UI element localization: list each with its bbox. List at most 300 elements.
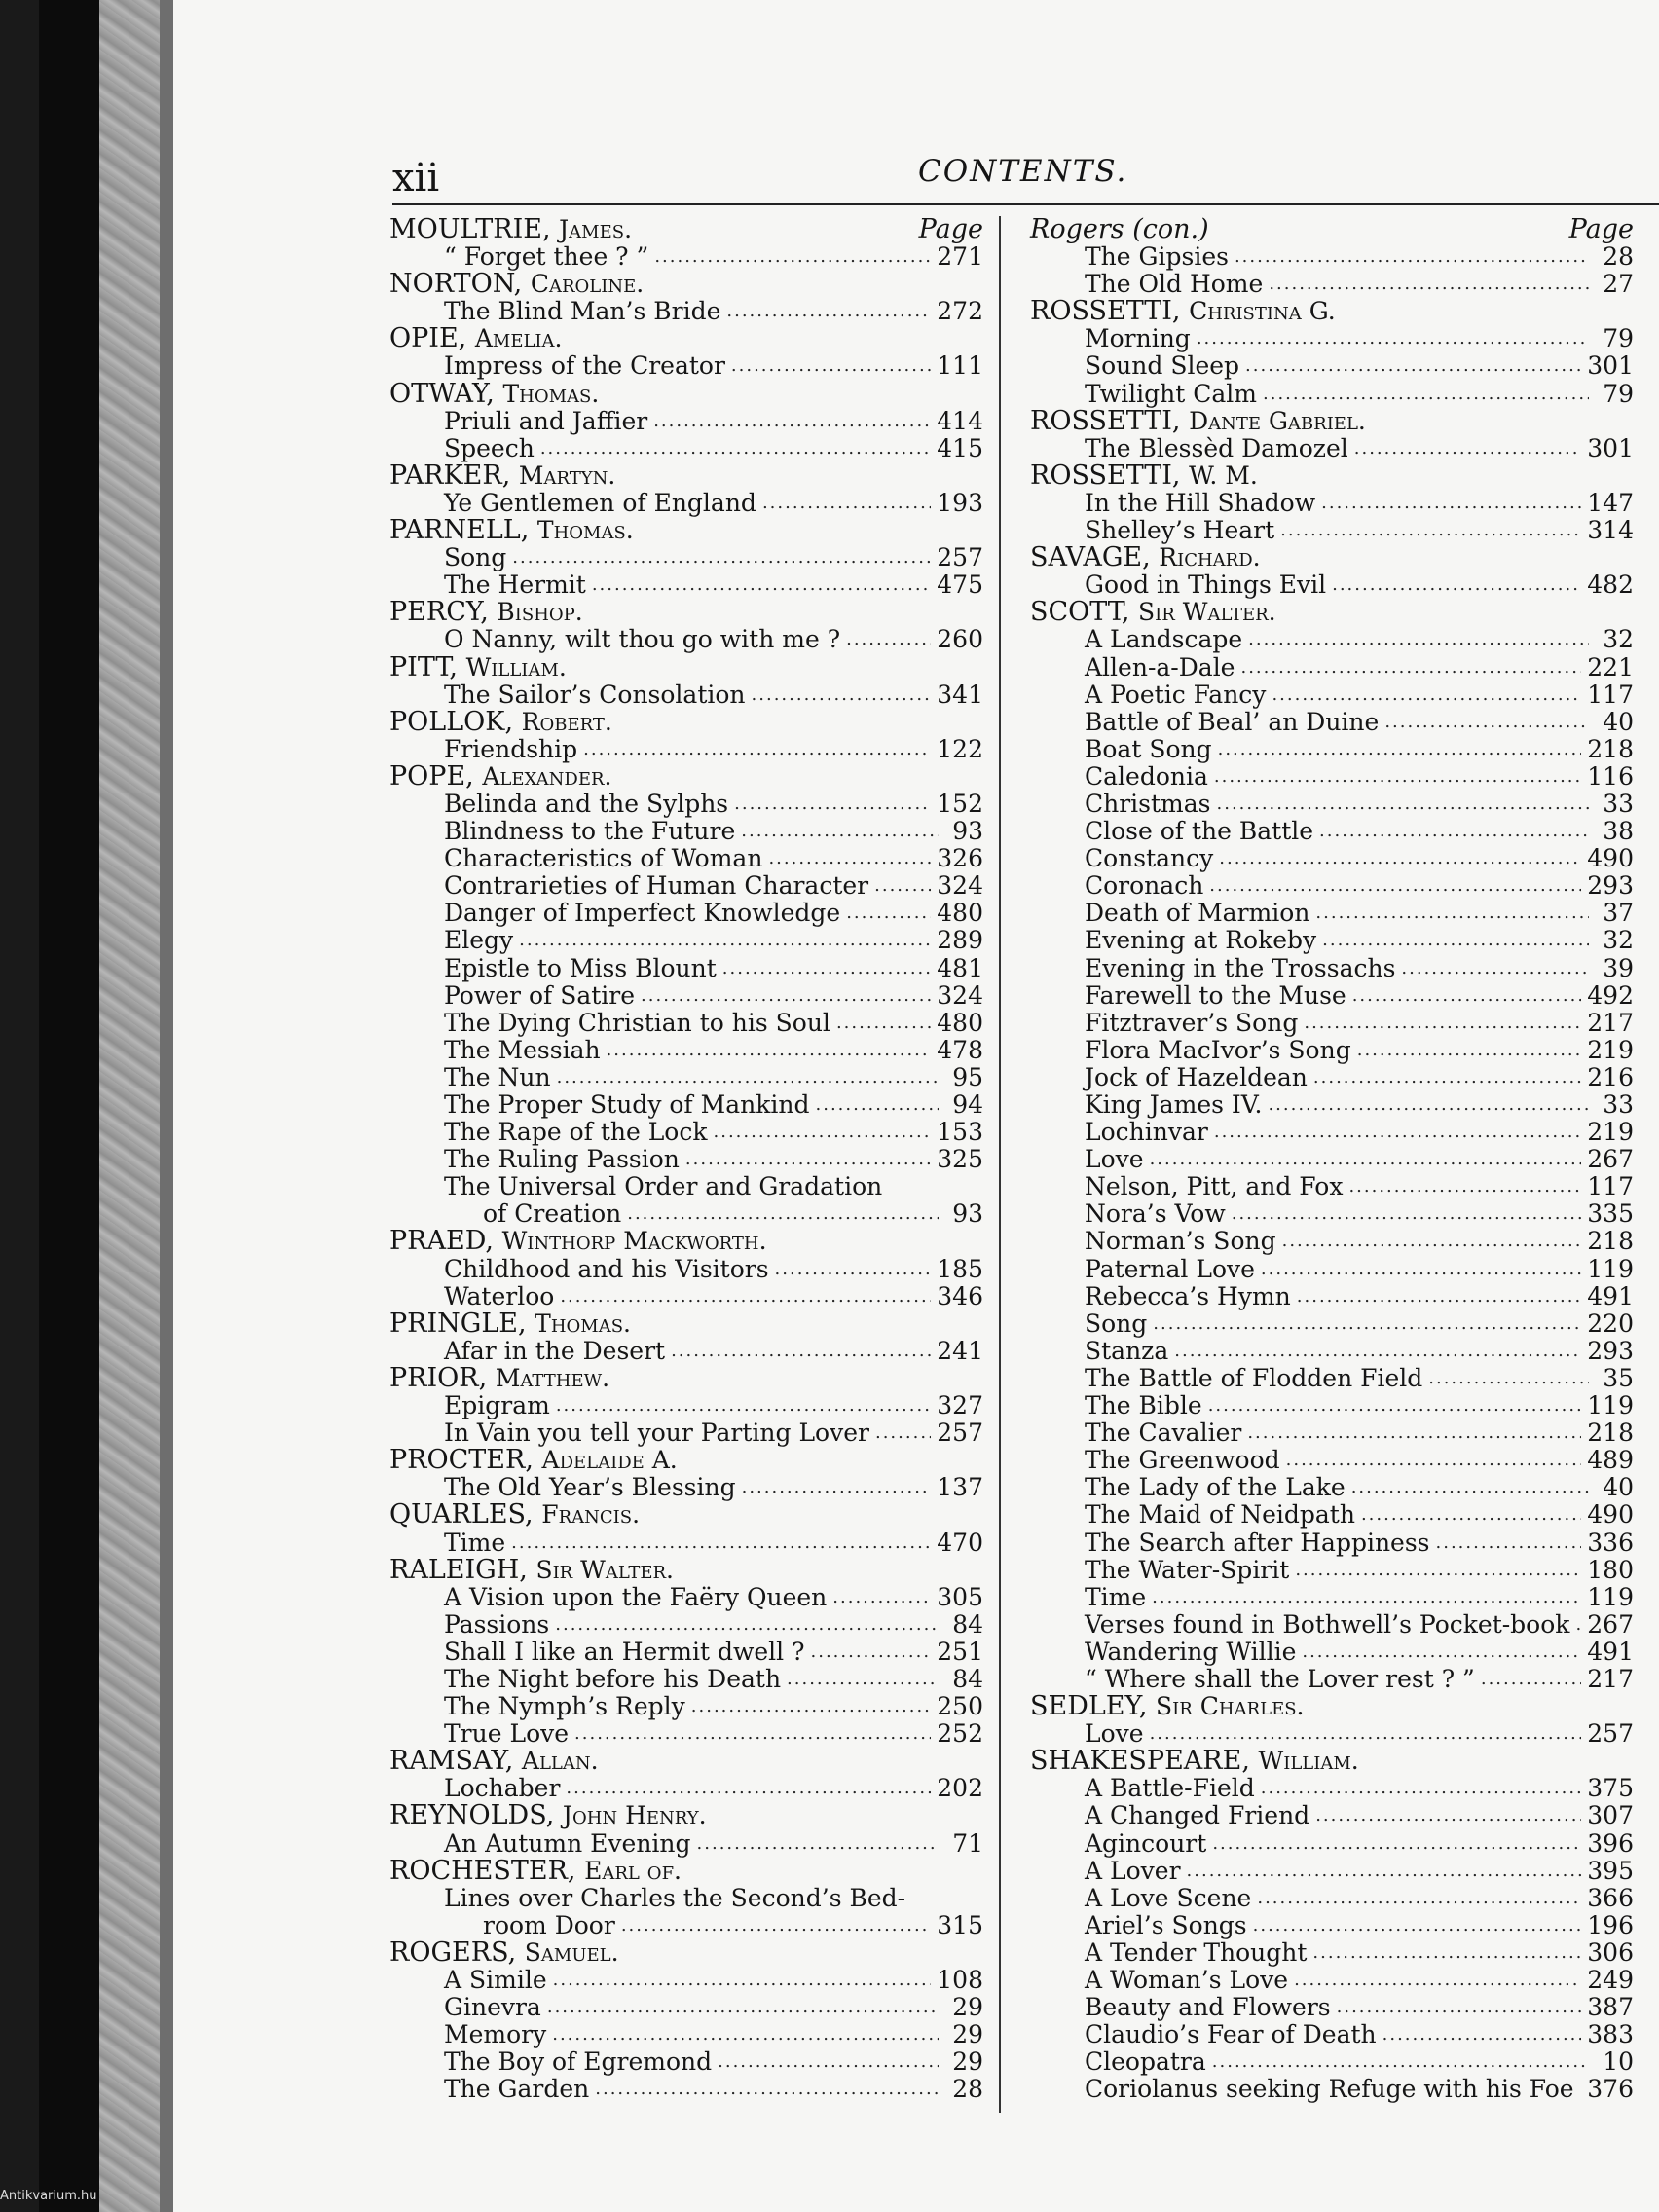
dot-leader xyxy=(1428,1362,1589,1392)
poem-title: Sound Sleep xyxy=(1085,351,1240,381)
poem-entry xyxy=(389,2048,983,2076)
poem-entry xyxy=(1030,1885,1634,1912)
page-ref: 272 xyxy=(937,297,983,326)
poem-entry xyxy=(389,2076,983,2103)
poem-title: The Nymph’s Reply xyxy=(444,1692,685,1721)
dot-leader xyxy=(846,623,931,653)
dot-leader xyxy=(697,1827,939,1858)
dot-leader xyxy=(566,1772,931,1802)
page-column-label: Page xyxy=(918,214,983,244)
author-given-name: John Henry. xyxy=(562,1801,707,1830)
page-ref: 153 xyxy=(937,1118,983,1147)
poem-entry xyxy=(1030,1119,1634,1146)
author-surname: PRAED, xyxy=(389,1226,494,1257)
dot-leader xyxy=(714,1116,932,1146)
page-ref: 257 xyxy=(1587,1719,1634,1749)
poem-title: Passions xyxy=(444,1609,550,1639)
page-ref: 267 xyxy=(1587,1145,1634,1174)
poem-entry xyxy=(1030,982,1634,1010)
dot-leader xyxy=(1212,1827,1581,1858)
page-ref: 10 xyxy=(1603,2047,1634,2077)
dot-leader xyxy=(775,1253,932,1283)
author-heading xyxy=(389,216,983,243)
page-ref: 29 xyxy=(952,2020,983,2049)
poem-title: The Water-Spirit xyxy=(1085,1555,1290,1584)
poem-title: A Changed Friend xyxy=(1085,1801,1310,1830)
poem-title: The Nun xyxy=(444,1062,551,1091)
page-ref: 470 xyxy=(937,1528,983,1557)
page-ref: 218 xyxy=(1587,1227,1634,1256)
author-surname: ROSSETTI, xyxy=(1030,296,1181,327)
dot-leader xyxy=(574,1717,931,1748)
poem-entry xyxy=(389,1037,983,1064)
dot-leader xyxy=(832,1581,931,1611)
page-ref: 327 xyxy=(937,1391,983,1420)
dot-leader xyxy=(607,1034,932,1064)
dot-leader xyxy=(621,1909,931,1939)
author-heading xyxy=(389,325,983,352)
poem-title: Song xyxy=(444,543,507,572)
poem-title: Danger of Imperfect Knowledge xyxy=(444,899,841,928)
poem-entry xyxy=(1030,736,1634,763)
page-ref: 241 xyxy=(937,1336,983,1365)
poem-entry xyxy=(389,1119,983,1146)
author-heading xyxy=(1030,599,1634,626)
poem-title: The Gipsies xyxy=(1085,242,1229,272)
poem-title: Evening in the Trossachs xyxy=(1085,953,1396,982)
poem-entry xyxy=(1030,763,1634,791)
author-surname: PRINGLE, xyxy=(389,1308,527,1339)
author-surname: SEDLEY, xyxy=(1030,1691,1148,1722)
page-ref: 305 xyxy=(937,1582,983,1611)
dot-leader xyxy=(734,788,931,818)
page-ref: 481 xyxy=(937,953,983,982)
poem-title: Shelley’s Heart xyxy=(1085,516,1275,545)
author-heading xyxy=(389,760,983,792)
poem-entry xyxy=(389,1885,983,1912)
poem-title: The Greenwood xyxy=(1085,1446,1280,1475)
author-heading xyxy=(1030,1693,1634,1720)
author-heading xyxy=(389,1855,983,1886)
page-ref: 117 xyxy=(1587,1172,1634,1201)
poem-entry xyxy=(389,982,983,1010)
poem-title: A Woman’s Love xyxy=(1085,1966,1289,1994)
dot-leader xyxy=(722,952,932,982)
dot-leader xyxy=(1282,1225,1582,1255)
poem-title: A Vision upon the Faëry Queen xyxy=(444,1582,828,1611)
page-ref: 116 xyxy=(1587,761,1634,791)
poem-entry xyxy=(389,791,983,818)
poem-title: A Battle-Field xyxy=(1085,1774,1255,1803)
page-ref: 40 xyxy=(1603,707,1634,736)
poem-title: King James IV. xyxy=(1085,1090,1263,1119)
author-heading xyxy=(389,1362,983,1393)
page-ref: 366 xyxy=(1587,1883,1634,1912)
dot-leader xyxy=(547,1991,939,2021)
poem-entry xyxy=(1030,626,1634,653)
dot-leader xyxy=(1219,842,1581,872)
poem-entry xyxy=(389,1091,983,1119)
page-ref: 301 xyxy=(1587,351,1634,381)
poem-title: Stanza xyxy=(1085,1336,1169,1365)
page-ref: 221 xyxy=(1587,652,1634,682)
page-ref: 289 xyxy=(937,926,983,955)
page-ref: 260 xyxy=(937,625,983,654)
poem-entry xyxy=(389,490,983,517)
page-ref: 252 xyxy=(937,1719,983,1749)
dot-leader xyxy=(1332,569,1581,599)
poem-entry xyxy=(389,626,983,653)
page-ref: 375 xyxy=(1587,1774,1634,1803)
dot-leader xyxy=(1261,1772,1582,1802)
poem-entry xyxy=(1030,927,1634,954)
author-given-name: Bishop. xyxy=(497,598,583,627)
page-ref: 152 xyxy=(937,789,983,818)
poem-title: “ Forget thee ? ” xyxy=(444,242,649,272)
poem-title: Nelson, Pitt, and Fox xyxy=(1085,1172,1344,1201)
poem-title: The Maid of Neidpath xyxy=(1085,1500,1355,1530)
author-heading xyxy=(389,1554,983,1585)
page-ref: 193 xyxy=(937,488,983,517)
poem-entry xyxy=(389,872,983,900)
page-ref: 306 xyxy=(1587,1937,1634,1967)
page-ref: 490 xyxy=(1587,1500,1634,1530)
dot-leader xyxy=(1294,1964,1581,1994)
author-surname: SCOTT, xyxy=(1030,597,1130,628)
poem-entry xyxy=(389,352,983,380)
poem-entry xyxy=(1030,1256,1634,1283)
page-ref: 219 xyxy=(1587,1035,1634,1064)
poem-entry xyxy=(389,2021,983,2048)
poem-title: Love xyxy=(1085,1719,1144,1749)
poem-entry xyxy=(1030,2076,1634,2103)
page-ref: 33 xyxy=(1603,789,1634,818)
poem-entry xyxy=(1030,325,1634,352)
poem-title: The Rape of the Lock xyxy=(444,1118,708,1147)
poem-entry xyxy=(389,1967,983,1994)
author-given-name: Richard. xyxy=(1159,543,1261,572)
poem-entry xyxy=(389,1639,983,1666)
poem-entry xyxy=(389,544,983,571)
page-ref: 35 xyxy=(1603,1363,1634,1392)
poem-entry xyxy=(389,571,983,599)
poem-entry xyxy=(1030,872,1634,900)
poem-title: Farewell to the Muse xyxy=(1085,980,1346,1010)
dot-leader xyxy=(595,2073,939,2103)
poem-title: A Tender Thought xyxy=(1085,1937,1308,1967)
poem-entry xyxy=(389,435,983,462)
poem-title: The Search after Happiness xyxy=(1085,1528,1430,1557)
dot-leader xyxy=(1245,350,1581,380)
poem-entry xyxy=(389,298,983,325)
dot-leader xyxy=(875,1417,931,1447)
author-heading xyxy=(389,271,983,298)
dot-leader xyxy=(1280,514,1581,544)
author-given-name: Adelaide A. xyxy=(541,1446,678,1475)
page-number: xii xyxy=(392,156,440,201)
author-surname: SAVAGE, xyxy=(1030,542,1151,573)
dot-leader xyxy=(1481,1663,1581,1693)
dot-leader xyxy=(671,1335,931,1365)
poem-title: Characteristics of Woman xyxy=(444,844,763,873)
poem-title: Constancy xyxy=(1085,844,1214,873)
page-ref: 257 xyxy=(937,1419,983,1448)
author-surname: PARKER, xyxy=(389,460,511,491)
page-ref: 257 xyxy=(937,543,983,572)
dot-leader xyxy=(560,1280,931,1310)
page-ref: 249 xyxy=(1587,1966,1634,1994)
dot-leader xyxy=(1272,679,1581,709)
page-ref: 376 xyxy=(1587,2075,1634,2104)
page-ref: 137 xyxy=(937,1473,983,1502)
poem-entry xyxy=(1030,1310,1634,1338)
dot-leader xyxy=(1152,1581,1581,1611)
dot-leader xyxy=(768,842,931,872)
dot-leader xyxy=(1240,651,1581,682)
poem-entry xyxy=(1030,1858,1634,1885)
poem-title: Childhood and his Visitors xyxy=(444,1254,769,1283)
poem-title: Wandering Willie xyxy=(1085,1637,1297,1666)
page-ref: 482 xyxy=(1587,571,1634,600)
author-surname: RAMSAY, xyxy=(389,1746,514,1777)
page-ref: 478 xyxy=(937,1035,983,1064)
dot-leader xyxy=(1361,1498,1581,1529)
poem-title: Allen-a-Dale xyxy=(1085,652,1235,682)
poem-title: Power of Satire xyxy=(444,980,636,1010)
dot-leader xyxy=(654,240,931,271)
header-rule xyxy=(392,203,1659,205)
author-surname: PERCY, xyxy=(389,597,489,628)
page-ref: 95 xyxy=(952,1062,983,1091)
poem-entry xyxy=(1030,271,1634,298)
page-ref: 219 xyxy=(1587,1118,1634,1147)
poem-title: Waterloo xyxy=(444,1281,555,1310)
page-ref: 415 xyxy=(937,433,983,462)
author-heading xyxy=(1030,405,1634,436)
poem-title: The Cavalier xyxy=(1085,1419,1242,1448)
book-binding xyxy=(39,0,99,2212)
author-heading xyxy=(389,1228,983,1255)
dot-leader xyxy=(691,1690,931,1720)
dot-leader xyxy=(1197,322,1589,352)
author-heading xyxy=(1030,544,1634,571)
author-given-name: Earl of. xyxy=(584,1856,682,1885)
dot-leader xyxy=(519,924,931,954)
poem-title: Norman’s Song xyxy=(1085,1227,1276,1256)
page-ref: 307 xyxy=(1587,1801,1634,1830)
dot-leader xyxy=(1295,1554,1581,1584)
poem-entry xyxy=(1030,2048,1634,2076)
dot-leader xyxy=(1384,706,1589,736)
poem-entry xyxy=(389,1256,983,1283)
poem-entry xyxy=(389,1419,983,1447)
author-surname: OTWAY, xyxy=(389,378,495,409)
poem-entry xyxy=(389,845,983,872)
poem-entry xyxy=(389,955,983,982)
dot-leader xyxy=(1352,979,1582,1010)
page-ref: 480 xyxy=(937,1008,983,1037)
poem-entry xyxy=(1030,955,1634,982)
dot-leader xyxy=(1319,815,1589,845)
dot-leader xyxy=(1313,1061,1581,1091)
page-ref: 119 xyxy=(1587,1254,1634,1283)
poem-title: In Vain you tell your Parting Lover xyxy=(444,1419,869,1448)
page-ref: 326 xyxy=(937,844,983,873)
poem-entry xyxy=(389,1283,983,1310)
author-surname: MOULTRIE, xyxy=(389,214,551,244)
poem-title: The Lady of the Lake xyxy=(1085,1473,1346,1502)
poem-entry xyxy=(389,1474,983,1501)
entry-continuation xyxy=(389,1200,983,1228)
poem-entry xyxy=(389,1064,983,1091)
poem-entry xyxy=(1030,1392,1634,1419)
dot-leader xyxy=(1208,1389,1582,1419)
page-ref: 335 xyxy=(1587,1199,1634,1229)
poem-entry xyxy=(389,1010,983,1037)
poem-title: Rebecca’s Hymn xyxy=(1085,1281,1291,1310)
dot-leader xyxy=(1150,1717,1582,1748)
page-ref: 315 xyxy=(937,1910,983,1939)
page-ref: 336 xyxy=(1587,1528,1634,1557)
poem-title: Death of Marmion xyxy=(1085,899,1310,928)
poem-title: Nora’s Vow xyxy=(1085,1199,1226,1229)
poem-title: The Dying Christian to his Soul xyxy=(444,1008,830,1037)
poem-title: O Nanny, wilt thou go with me ? xyxy=(444,625,841,654)
poem-title: room Door xyxy=(483,1910,615,1939)
poem-title: Elegy xyxy=(444,926,514,955)
page-ref: 27 xyxy=(1603,270,1634,299)
dot-leader xyxy=(726,295,931,325)
poem-title: of Creation xyxy=(483,1199,622,1229)
dot-leader xyxy=(556,1389,931,1419)
poem-entry xyxy=(1030,1994,1634,2021)
poem-title: Cleopatra xyxy=(1085,2047,1206,2077)
author-surname: ROCHESTER, xyxy=(389,1855,576,1886)
author-given-name: Matthew. xyxy=(495,1363,610,1392)
dot-leader xyxy=(641,979,931,1010)
author-surname: ROGERS, xyxy=(389,1936,517,1968)
poem-entry xyxy=(1030,352,1634,380)
author-heading xyxy=(389,599,983,626)
poem-title: An Autumn Evening xyxy=(444,1828,691,1858)
author-given-name: Thomas. xyxy=(535,1309,632,1338)
author-heading xyxy=(389,1802,983,1829)
poem-title: The Sailor’s Consolation xyxy=(444,680,746,709)
poem-title: Morning xyxy=(1085,324,1191,353)
poem-entry xyxy=(1030,1419,1634,1447)
author-heading xyxy=(389,1748,983,1775)
author-given-name: W. M. xyxy=(1189,461,1258,490)
poem-title: Close of the Battle xyxy=(1085,817,1314,846)
dot-leader xyxy=(874,869,931,900)
author-given-name: Thomas. xyxy=(536,516,634,545)
poem-title: Ye Gentlemen of England xyxy=(444,488,756,517)
author-surname: ROSSETTI, xyxy=(1030,405,1181,436)
poem-entry xyxy=(1030,900,1634,927)
poem-entry xyxy=(389,1994,983,2021)
page-ref: 395 xyxy=(1587,1856,1634,1885)
poem-entry xyxy=(1030,1967,1634,1994)
dot-leader xyxy=(1312,1936,1581,1967)
author-heading xyxy=(1030,298,1634,325)
poem-title: The Universal Order and Gradation xyxy=(444,1172,883,1201)
poem-entry xyxy=(1030,791,1634,818)
page-ref: 180 xyxy=(1587,1555,1634,1584)
poem-title: Coronach xyxy=(1085,871,1204,901)
poem-entry xyxy=(389,1392,983,1419)
page-ref: 147 xyxy=(1587,488,1634,517)
dot-leader xyxy=(741,815,939,845)
poem-title: In the Hill Shadow xyxy=(1085,488,1316,517)
page-ref: 314 xyxy=(1587,516,1634,545)
page-ref: 32 xyxy=(1603,625,1634,654)
poem-title: Song xyxy=(1085,1309,1148,1338)
author-continued-heading xyxy=(1030,216,1634,243)
page-ref: 396 xyxy=(1587,1828,1634,1858)
dot-leader xyxy=(762,487,931,517)
contents-page xyxy=(173,0,1659,2212)
author-surname: QUARLES, xyxy=(389,1499,534,1530)
author-given-name: Caroline. xyxy=(530,270,645,299)
poem-entry xyxy=(389,1830,983,1858)
author-heading xyxy=(389,1936,983,1968)
entry-continuation xyxy=(389,1912,983,1939)
author-given-name: Alexander. xyxy=(482,761,612,791)
poem-title: The Proper Study of Mankind xyxy=(444,1090,810,1119)
page-ref: 29 xyxy=(952,1993,983,2022)
poem-entry xyxy=(1030,1584,1634,1611)
page-ref: 218 xyxy=(1587,734,1634,763)
poem-title: Coriolanus seeking Refuge with his Foe xyxy=(1085,2075,1574,2104)
author-surname: NORTON, xyxy=(389,269,523,300)
poem-entry xyxy=(1030,243,1634,271)
poem-entry xyxy=(1030,1064,1634,1091)
dot-leader xyxy=(1248,623,1589,653)
poem-entry xyxy=(389,1775,983,1802)
poem-title: Boat Song xyxy=(1085,734,1212,763)
page-ref: 218 xyxy=(1587,1419,1634,1448)
poem-title: The Bible xyxy=(1085,1391,1202,1420)
poem-title: Jock of Hazeldean xyxy=(1085,1062,1308,1091)
author-surname: POLLOK, xyxy=(389,706,514,737)
poem-entry xyxy=(1030,1037,1634,1064)
page-ref: 217 xyxy=(1587,1008,1634,1037)
poem-entry xyxy=(1030,1530,1634,1557)
author-heading xyxy=(389,1310,983,1338)
page-ref: 94 xyxy=(952,1090,983,1119)
poem-title: Paternal Love xyxy=(1085,1254,1255,1283)
dot-leader xyxy=(685,1143,931,1173)
dot-leader xyxy=(552,2018,939,2048)
dot-leader xyxy=(511,1527,931,1557)
dot-leader xyxy=(846,897,931,927)
poem-entry xyxy=(1030,2021,1634,2048)
author-surname: POPE, xyxy=(389,760,474,792)
dot-leader xyxy=(1212,2046,1589,2076)
poem-entry xyxy=(1030,654,1634,682)
author-given-name: Robert. xyxy=(521,707,612,736)
poem-title: The Boy of Egremond xyxy=(444,2047,713,2077)
poem-entry xyxy=(1030,1228,1634,1255)
page-ref: 71 xyxy=(952,1828,983,1858)
dot-leader xyxy=(1217,788,1590,818)
page-ref: 122 xyxy=(937,734,983,763)
page-ref: 325 xyxy=(937,1145,983,1174)
poem-entry xyxy=(1030,517,1634,544)
author-surname: SHAKESPEARE, xyxy=(1030,1746,1250,1777)
author-heading xyxy=(1030,462,1634,490)
poem-title: Epistle to Miss Blount xyxy=(444,953,717,982)
